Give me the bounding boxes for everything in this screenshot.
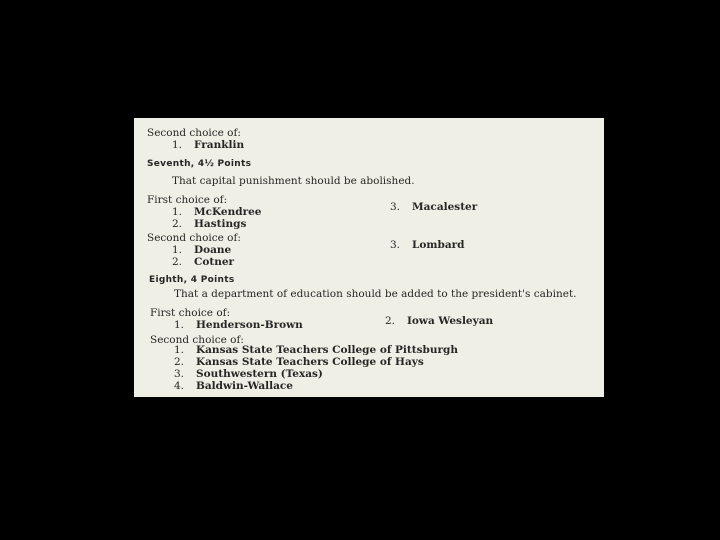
item-number: 1. xyxy=(172,206,183,218)
item-name: Cotner xyxy=(194,256,235,268)
first-choice-label: First choice of: xyxy=(150,307,231,319)
list-item xyxy=(390,201,477,213)
item-name: Lombard xyxy=(412,239,465,251)
item-name: McKendree xyxy=(194,206,262,218)
list-item xyxy=(174,380,293,392)
list-item xyxy=(172,256,234,268)
list-item xyxy=(172,244,231,256)
item-name: Kansas State Teachers College of Pittsburgh xyxy=(196,344,459,356)
item-number: 1. xyxy=(172,244,183,256)
list-item xyxy=(174,344,458,356)
first-choice-label: First choice of: xyxy=(147,194,228,206)
item-number: 3. xyxy=(390,201,401,213)
item-name: Doane xyxy=(194,244,232,256)
item-name: Hastings xyxy=(194,218,247,230)
list-item xyxy=(390,239,465,251)
scanned-document xyxy=(134,118,604,397)
item-number: 2. xyxy=(172,218,183,230)
item-name: Southwestern (Texas) xyxy=(196,368,323,380)
item-name: Henderson-Brown xyxy=(196,319,303,331)
item-number: 1. xyxy=(172,139,183,151)
second-choice-label: Second choice of: xyxy=(147,232,241,244)
item-number: 1. xyxy=(174,319,185,331)
item-name: Franklin xyxy=(194,139,245,151)
list-item xyxy=(174,368,323,380)
item-number: 1. xyxy=(174,344,185,356)
list-item xyxy=(172,139,244,151)
item-number: 3. xyxy=(174,368,185,380)
resolution-text: That a department of education should be added to the president's cabinet. xyxy=(174,288,577,300)
section-heading: Eighth, 4 Points xyxy=(149,275,235,285)
item-number: 2. xyxy=(385,315,396,327)
item-number: 4. xyxy=(174,380,185,392)
second-choice-label: Second choice of: xyxy=(147,127,241,139)
item-number: 2. xyxy=(172,256,183,268)
list-item xyxy=(172,218,246,230)
item-name: Kansas State Teachers College of Hays xyxy=(196,356,424,368)
list-item xyxy=(174,319,303,331)
list-item xyxy=(385,315,493,327)
item-name: Baldwin-Wallace xyxy=(196,380,293,392)
second-choice-label: Second choice of: xyxy=(150,334,244,346)
item-number: 3. xyxy=(390,239,401,251)
section-heading: Seventh, 4½ Points xyxy=(147,159,252,169)
resolution-text: That capital punishment should be abolished. xyxy=(172,175,415,187)
item-name: Iowa Wesleyan xyxy=(407,315,494,327)
list-item xyxy=(174,356,424,368)
item-name: Macalester xyxy=(412,201,478,213)
list-item xyxy=(172,206,261,218)
item-number: 2. xyxy=(174,356,185,368)
